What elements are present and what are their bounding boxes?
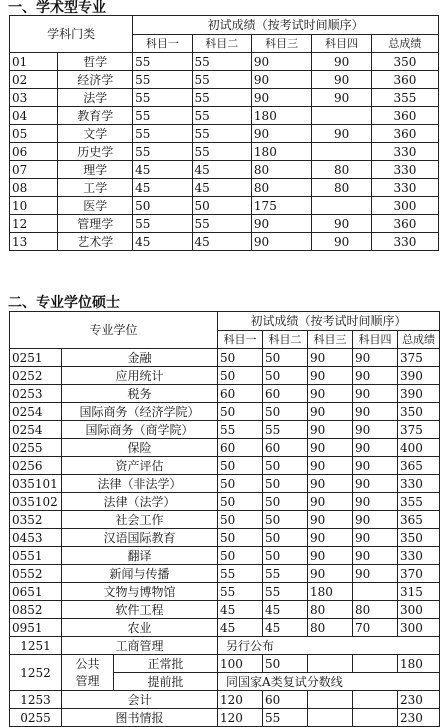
row-code: 0551 [10, 547, 62, 565]
row-name: 医学 [58, 197, 133, 215]
table-row [10, 709, 440, 727]
score-subject-1: 50 [218, 403, 263, 421]
score-subject-1: 45 [133, 233, 192, 251]
score-total: 370 [398, 565, 440, 583]
score-subject-2: 50 [263, 529, 308, 547]
score-subject-3: 90 [308, 439, 353, 457]
score-total: 360 [371, 215, 438, 233]
score-total: 300 [371, 197, 438, 215]
score-total: 365 [398, 457, 440, 475]
row-note: 另行公布 [218, 637, 440, 655]
score-subject-1: 120 [218, 709, 263, 727]
score-subject-3: 80 [251, 161, 311, 179]
row-code: 0256 [10, 457, 62, 475]
score-subject-2: 55 [192, 215, 251, 233]
table-row [10, 529, 440, 547]
row-name: 文物与博物馆 [62, 583, 218, 601]
score-subject-1: 60 [218, 385, 263, 403]
row-batch-label: 提前批 [114, 673, 218, 691]
table-row [10, 179, 439, 197]
score-subject-1: 50 [133, 197, 192, 215]
row-code: 0254 [10, 403, 62, 421]
score-subject-1: 100 [218, 655, 263, 673]
row-code: 1252 [10, 655, 62, 691]
score-subject-3: 90 [251, 215, 311, 233]
score-subject-3: 90 [308, 457, 353, 475]
score-subject-3: 90 [308, 475, 353, 493]
score-total: 350 [371, 53, 438, 71]
table-row [10, 89, 439, 107]
header-subject-4: 科目四 [312, 34, 371, 53]
table-row [10, 601, 440, 619]
row-name: 农业 [62, 619, 218, 637]
row-name: 管理学 [58, 215, 133, 233]
row-name: 翻译 [62, 547, 218, 565]
score-subject-3: 90 [308, 385, 353, 403]
row-code: 04 [10, 107, 58, 125]
table-row [10, 493, 440, 511]
score-subject-4: 80 [353, 601, 398, 619]
score-subject-2: 55 [192, 89, 251, 107]
score-subject-2: 60 [263, 691, 308, 709]
score-subject-3: 80 [308, 601, 353, 619]
score-subject-3: 90 [308, 349, 353, 367]
row-code: 0254 [10, 421, 62, 439]
score-subject-2: 50 [263, 547, 308, 565]
row-code: 03 [10, 89, 58, 107]
score-subject-2: 55 [263, 709, 308, 727]
score-subject-1: 50 [218, 457, 263, 475]
score-total: 390 [398, 385, 440, 403]
score-subject-4: 80 [312, 161, 371, 179]
header-subject-2: 科目二 [192, 34, 251, 53]
row-name: 法律（非法学） [62, 475, 218, 493]
score-subject-1: 50 [218, 475, 263, 493]
table-row [10, 71, 439, 89]
score-subject-2: 55 [263, 565, 308, 583]
score-subject-2: 45 [263, 619, 308, 637]
table-row [10, 233, 439, 251]
score-subject-1: 45 [133, 161, 192, 179]
table-row [10, 53, 439, 71]
row-code: 0552 [10, 565, 62, 583]
row-code: 01 [10, 53, 58, 71]
row-name: 法律（法学） [62, 493, 218, 511]
score-subject-4: 90 [353, 547, 398, 565]
row-code: 0252 [10, 367, 62, 385]
table-row [10, 421, 440, 439]
table-row [10, 385, 440, 403]
score-total: 330 [398, 547, 440, 565]
score-subject-4: 90 [353, 475, 398, 493]
score-subject-1: 45 [218, 619, 263, 637]
score-total: 300 [398, 619, 440, 637]
table-row [10, 197, 439, 215]
score-subject-4: 90 [353, 511, 398, 529]
row-name: 教育学 [58, 107, 133, 125]
header-category: 专业学位 [10, 312, 218, 349]
score-subject-3: 180 [308, 583, 353, 601]
score-subject-4: 90 [353, 403, 398, 421]
score-subject-2: 55 [192, 107, 251, 125]
score-subject-1: 55 [133, 125, 192, 143]
header-total: 总成绩 [371, 34, 438, 53]
table-row [10, 655, 440, 673]
row-name: 金融 [62, 349, 218, 367]
row-code: 0251 [10, 349, 62, 367]
score-subject-3: 90 [308, 493, 353, 511]
score-subject-4 [353, 583, 398, 601]
score-subject-2: 50 [263, 349, 308, 367]
row-name: 法学 [58, 89, 133, 107]
score-total: 230 [398, 709, 440, 727]
score-subject-4 [312, 107, 371, 125]
table-row [10, 457, 440, 475]
row-name: 哲学 [58, 53, 133, 71]
score-subject-3: 80 [308, 619, 353, 637]
row-code: 02 [10, 71, 58, 89]
score-subject-2: 50 [263, 457, 308, 475]
row-code: 0852 [10, 601, 62, 619]
row-name: 应用统计 [62, 367, 218, 385]
score-total: 360 [371, 125, 438, 143]
table-header-row [10, 16, 439, 35]
row-name: 软件工程 [62, 601, 218, 619]
table-row [10, 107, 439, 125]
table-row [10, 565, 440, 583]
score-total: 350 [398, 403, 440, 421]
score-subject-4 [312, 197, 371, 215]
header-subject-3: 科目三 [308, 330, 353, 349]
row-code: 0951 [10, 619, 62, 637]
score-total: 350 [398, 529, 440, 547]
score-subject-1: 120 [218, 691, 263, 709]
table-row [10, 439, 440, 457]
score-subject-1: 55 [133, 71, 192, 89]
score-subject-4: 90 [353, 493, 398, 511]
row-code: 0255 [10, 439, 62, 457]
score-total: 330 [371, 179, 438, 197]
score-subject-4: 80 [312, 179, 371, 197]
score-subject-1: 45 [133, 179, 192, 197]
row-name: 社会工作 [62, 511, 218, 529]
section-title-professional: 二、专业学位硕士 [8, 295, 120, 311]
score-subject-1: 55 [133, 107, 192, 125]
header-subject-1: 科目一 [133, 34, 192, 53]
header-category: 学科门类 [10, 16, 133, 53]
score-subject-3 [308, 691, 353, 709]
score-subject-1: 55 [133, 53, 192, 71]
table-row [10, 367, 440, 385]
row-code: 035102 [10, 493, 62, 511]
score-subject-2: 60 [263, 385, 308, 403]
score-total: 360 [371, 71, 438, 89]
score-subject-2: 45 [192, 233, 251, 251]
header-subject-1: 科目一 [218, 330, 263, 349]
row-name: 公共管理 [62, 655, 114, 691]
score-subject-2: 50 [263, 493, 308, 511]
score-subject-2: 50 [263, 511, 308, 529]
score-subject-3: 90 [308, 511, 353, 529]
score-subject-2: 60 [263, 439, 308, 457]
score-subject-2: 55 [263, 583, 308, 601]
score-subject-1: 55 [218, 565, 263, 583]
table-header-row [10, 312, 440, 331]
score-subject-1: 50 [218, 511, 263, 529]
row-code: 0253 [10, 385, 62, 403]
row-code: 1251 [10, 637, 62, 655]
score-subject-3: 90 [308, 529, 353, 547]
score-subject-2: 50 [263, 403, 308, 421]
table-row [10, 143, 439, 161]
score-subject-2: 55 [192, 71, 251, 89]
row-note: 同国家A类复试分数线 [218, 673, 440, 691]
row-code: 07 [10, 161, 58, 179]
row-code: 13 [10, 233, 58, 251]
score-subject-1: 55 [218, 421, 263, 439]
score-total: 375 [398, 421, 440, 439]
table-row [10, 349, 440, 367]
row-name: 历史学 [58, 143, 133, 161]
score-subject-4 [312, 143, 371, 161]
score-subject-3: 90 [308, 547, 353, 565]
score-subject-4: 90 [353, 367, 398, 385]
score-subject-4: 90 [353, 439, 398, 457]
score-subject-2: 50 [192, 197, 251, 215]
score-total: 330 [398, 475, 440, 493]
score-subject-2: 45 [263, 601, 308, 619]
score-subject-1: 55 [133, 143, 192, 161]
score-subject-1: 50 [218, 349, 263, 367]
row-name: 国际商务（经济学院） [62, 403, 218, 421]
score-subject-3 [308, 655, 353, 673]
row-name: 保险 [62, 439, 218, 457]
score-subject-3: 90 [308, 421, 353, 439]
table-row [10, 583, 440, 601]
score-subject-2: 45 [192, 161, 251, 179]
score-subject-2: 55 [192, 53, 251, 71]
header-subject-3: 科目三 [251, 34, 311, 53]
section-title-academic: 一、学术型专业 [8, 0, 106, 16]
score-subject-3: 80 [251, 179, 311, 197]
score-subject-3: 90 [308, 565, 353, 583]
row-code: 1253 [10, 691, 62, 709]
score-subject-2: 45 [192, 179, 251, 197]
table-row [10, 403, 440, 421]
table-row [10, 161, 439, 179]
row-name: 文学 [58, 125, 133, 143]
score-subject-3: 90 [251, 71, 311, 89]
score-subject-4 [353, 655, 398, 673]
table-row [10, 215, 439, 233]
score-subject-1: 60 [218, 439, 263, 457]
score-subject-4: 90 [353, 385, 398, 403]
row-name: 经济学 [58, 71, 133, 89]
score-subject-3: 90 [251, 89, 311, 107]
row-name: 资产评估 [62, 457, 218, 475]
row-code: 035101 [10, 475, 62, 493]
row-batch-label: 正常批 [114, 655, 218, 673]
row-name: 税务 [62, 385, 218, 403]
score-subject-2: 55 [192, 143, 251, 161]
score-subject-4: 90 [353, 529, 398, 547]
score-subject-2: 50 [263, 367, 308, 385]
row-name: 汉语国际教育 [62, 529, 218, 547]
score-subject-3: 90 [251, 233, 311, 251]
table-row [10, 637, 440, 655]
score-total: 390 [398, 367, 440, 385]
score-total: 330 [371, 161, 438, 179]
row-name: 工商管理 [62, 637, 218, 655]
header-subject-4: 科目四 [353, 330, 398, 349]
score-total: 355 [398, 493, 440, 511]
score-subject-4: 90 [353, 421, 398, 439]
table-row [10, 691, 440, 709]
row-code: 06 [10, 143, 58, 161]
score-total: 330 [371, 233, 438, 251]
row-name: 国际商务（商学院） [62, 421, 218, 439]
score-subject-4 [353, 709, 398, 727]
score-subject-1: 45 [218, 601, 263, 619]
score-subject-4: 90 [312, 53, 371, 71]
header-subject-2: 科目二 [263, 330, 308, 349]
score-subject-4: 90 [353, 457, 398, 475]
row-code: 10 [10, 197, 58, 215]
score-subject-4: 90 [312, 89, 371, 107]
score-subject-1: 55 [133, 89, 192, 107]
score-total: 300 [398, 601, 440, 619]
table-row [10, 475, 440, 493]
score-subject-3 [308, 709, 353, 727]
professional-score-table [9, 311, 440, 727]
row-name: 艺术学 [58, 233, 133, 251]
score-subject-3: 180 [251, 143, 311, 161]
score-total: 230 [398, 691, 440, 709]
score-subject-1: 55 [218, 583, 263, 601]
score-subject-4: 70 [353, 619, 398, 637]
row-code: 08 [10, 179, 58, 197]
row-name: 新闻与传播 [62, 565, 218, 583]
table-row [10, 125, 439, 143]
score-subject-1: 50 [218, 547, 263, 565]
header-group: 初试成绩（按考试时间顺序） [133, 16, 439, 35]
academic-score-table [9, 15, 439, 251]
score-subject-2: 55 [192, 125, 251, 143]
score-subject-4: 90 [312, 71, 371, 89]
score-subject-4: 90 [353, 349, 398, 367]
score-total: 360 [371, 107, 438, 125]
score-total: 400 [398, 439, 440, 457]
score-subject-3: 90 [308, 403, 353, 421]
score-total: 375 [398, 349, 440, 367]
score-total: 365 [398, 511, 440, 529]
table-row [10, 547, 440, 565]
score-subject-3: 180 [251, 107, 311, 125]
score-subject-3: 175 [251, 197, 311, 215]
score-subject-4: 90 [312, 233, 371, 251]
row-name: 理学 [58, 161, 133, 179]
score-total: 315 [398, 583, 440, 601]
table-row [10, 619, 440, 637]
score-subject-3: 90 [308, 367, 353, 385]
row-code: 0255 [10, 709, 62, 727]
score-total: 180 [398, 655, 440, 673]
score-subject-1: 50 [218, 529, 263, 547]
score-subject-4: 90 [312, 215, 371, 233]
score-subject-1: 50 [218, 367, 263, 385]
row-code: 0651 [10, 583, 62, 601]
score-subject-1: 55 [133, 215, 192, 233]
score-subject-4: 90 [353, 565, 398, 583]
score-subject-4: 90 [312, 125, 371, 143]
header-total: 总成绩 [398, 330, 440, 349]
row-code: 05 [10, 125, 58, 143]
score-subject-1: 50 [218, 493, 263, 511]
score-subject-3: 90 [251, 53, 311, 71]
header-group: 初试成绩（按考试时间顺序） [218, 312, 440, 331]
score-total: 330 [371, 143, 438, 161]
score-subject-2: 50 [263, 475, 308, 493]
row-code: 12 [10, 215, 58, 233]
row-name: 工学 [58, 179, 133, 197]
row-code: 0352 [10, 511, 62, 529]
score-subject-2: 50 [263, 655, 308, 673]
score-subject-4 [353, 691, 398, 709]
row-name: 图书情报 [62, 709, 218, 727]
score-subject-2: 55 [263, 421, 308, 439]
row-name: 会计 [62, 691, 218, 709]
score-total: 355 [371, 89, 438, 107]
score-subject-3: 90 [251, 125, 311, 143]
table-row [10, 511, 440, 529]
row-code: 0453 [10, 529, 62, 547]
